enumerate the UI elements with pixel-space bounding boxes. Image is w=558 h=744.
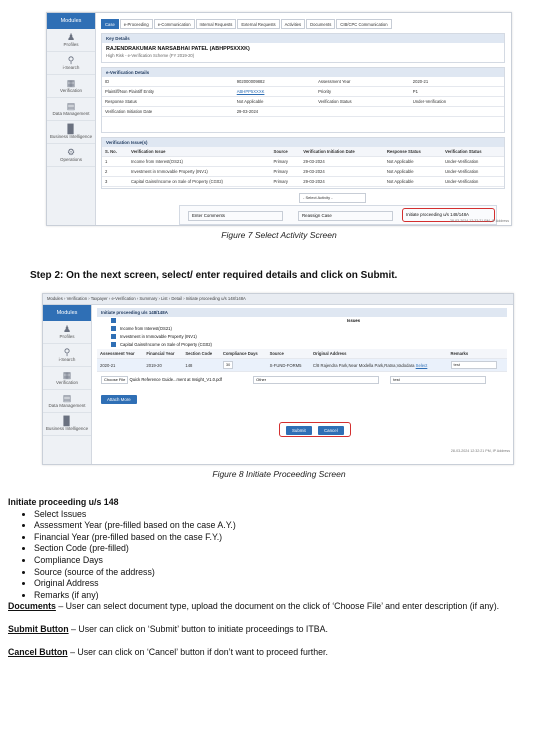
list-item: • Compliance Days <box>34 555 553 567</box>
document-type-select[interactable]: Other <box>253 376 379 384</box>
step-2-text: Step 2: On the next screen, select/ enter required details and click on Submit. <box>30 270 398 281</box>
search-icon: ⚲ <box>63 347 71 357</box>
document-description-input[interactable]: test <box>390 376 486 384</box>
issues-column-header: Issues <box>347 318 361 323</box>
list-item: • Remarks (if any) <box>34 590 553 602</box>
table-row: 2 Investment in Immovable Property (INV1) Primary 29-03-2024 Not Applicable Under-Verification <box>102 167 504 177</box>
source-value: S-FUND-FORM5 <box>267 359 310 372</box>
table-header-row: S. No. Verification Issue Source Verification Initiation Date Response Status Verification Status <box>102 147 504 157</box>
field-list <box>8 509 553 602</box>
modules-button[interactable]: Modules <box>43 305 91 321</box>
sidebar <box>47 13 96 225</box>
tab-e-communication[interactable]: e-Communication <box>154 19 195 29</box>
e-verification-details-header: e-Verification Details <box>102 68 504 77</box>
option-enter-comments[interactable]: Enter Comments <box>188 211 283 221</box>
section-heading: Initiate proceeding u/s 148 <box>8 497 119 507</box>
submit-paragraph: Submit Button – User can click on ‘Submit’ button to initiate proceedings to ITBA. <box>8 623 328 634</box>
figure-8-caption: Figure 8 Initiate Proceeding Screen <box>212 469 346 479</box>
list-item: • Original Address <box>34 578 553 590</box>
verification-issues-table <box>102 147 504 187</box>
breadcrumb-item[interactable]: List <box>161 296 168 301</box>
document-icon: ▤ <box>62 393 72 403</box>
remarks-input[interactable]: test <box>451 361 497 369</box>
sidebar-item-profiles[interactable]: ♟ Profiles <box>47 29 95 52</box>
issue-checkbox[interactable] <box>111 318 116 323</box>
initiate-proceeding-screenshot <box>42 293 514 465</box>
issue-checkbox-row: Investment in Immovable Property (INV1) <box>111 334 197 339</box>
cancel-term: Cancel Button <box>8 646 68 657</box>
assessment-year-value: 2020-21 <box>97 359 143 372</box>
sidebar-item-verification[interactable]: ▦ Verification <box>43 367 91 390</box>
sidebar-item-business-intelligence[interactable]: ▉ Business Intelligence <box>43 413 91 436</box>
cancel-paragraph: Cancel Button – User can click on ‘Cancel’ button if don’t want to proceed further. <box>8 646 328 657</box>
submit-button[interactable]: Submit <box>286 426 312 435</box>
chart-icon: ▉ <box>63 416 71 426</box>
tab-cib-communication[interactable]: CIB/CPC Communication <box>336 19 391 29</box>
select-activity-screenshot <box>46 12 512 226</box>
list-item: • Section Code (pre-filled) <box>34 543 553 555</box>
issue-checkbox-row: Capital Gains/Income on Sale of Property (CG02) <box>111 342 212 347</box>
issue-checkbox[interactable] <box>111 342 116 347</box>
modules-button[interactable]: Modules <box>47 13 95 29</box>
person-icon: ♟ <box>66 32 76 42</box>
table-row: Plaintiff/Non Plaintiff Entity ABHPP5XXXK Priority P1 <box>102 87 504 97</box>
sidebar-item-verification[interactable]: ▦ Verification <box>47 75 95 98</box>
documents-term: Documents <box>8 601 56 612</box>
table-row: Verification Initiation Date 29-03-2024 <box>102 107 504 117</box>
chart-icon: ▉ <box>67 124 75 134</box>
option-initiate-proceeding[interactable]: Initiate proceeding u/s 148/148A <box>402 208 495 222</box>
verification-issues-section <box>101 137 505 189</box>
sidebar-item-data-management[interactable]: ▤ Data Management <box>47 98 95 121</box>
taxpayer-name: RAJENDRAKUMAR NARSABHAI PATEL (ABHPP5XXXK) <box>106 46 250 52</box>
search-icon: ⚲ <box>67 55 75 65</box>
breadcrumb-item[interactable]: e-Verification <box>111 296 136 301</box>
breadcrumb-item[interactable]: Detail <box>171 296 183 301</box>
list-item: • Source (source of the address) <box>34 567 553 579</box>
table-row <box>97 359 507 372</box>
document-icon: ▤ <box>66 101 76 111</box>
table-header-row: Assessment Year Financial Year Section Code Compliance Days Source Original Address Remarks <box>97 349 507 359</box>
proceeding-details-table <box>97 349 507 372</box>
timestamp-footer: 28-03-2024 12:32:21 PM, IP Address <box>450 449 510 453</box>
attach-more-button[interactable]: Attach More <box>101 395 137 404</box>
sidebar-item-business-intelligence[interactable]: ▉ Business Intelligence <box>47 121 95 144</box>
issue-checkbox[interactable] <box>111 326 116 331</box>
e-verification-details-table <box>102 77 504 117</box>
tab-documents[interactable]: Documents <box>306 19 335 29</box>
financial-year-value: 2019-20 <box>143 359 182 372</box>
table-row: Response Status Not Applicable Verification Status Under-Verification <box>102 97 504 107</box>
pan-link[interactable]: ABHPP5XXXK <box>236 89 265 94</box>
sidebar-item-profiles[interactable]: ♟ Profiles <box>43 321 91 344</box>
timestamp-footer: 28-03-2024 12:32:21 PM, IP Address <box>449 219 509 223</box>
sidebar-item-operations[interactable]: ⚙ Operations <box>47 144 95 167</box>
issue-checkbox-row <box>111 318 120 323</box>
original-address-value: C/8 Rajendra Park,Near Modella Park,Ratna,Vadodara <box>312 362 415 368</box>
table-row: ID 902000009882 Assessment Year 2020-21 <box>102 77 504 87</box>
issues-list <box>97 317 507 349</box>
sidebar-item-isearch[interactable]: ⚲ i-Search <box>43 344 91 367</box>
issue-checkbox-row: Income from Interest(OS21) <box>111 326 172 331</box>
tab-bar <box>101 19 505 29</box>
e-verification-details-section <box>101 67 505 133</box>
submit-cancel-highlight <box>279 422 351 437</box>
list-item: • Financial Year (pre-filled based on the case F.Y.) <box>34 532 553 544</box>
sidebar-item-data-management[interactable]: ▤ Data Management <box>43 390 91 413</box>
initiate-proceeding-form <box>97 308 507 438</box>
table-row: 3 Capital Gains/Income on Sale of Property (CG02) Primary 29-03-2024 Not Applicable Under-Verification <box>102 177 504 187</box>
compliance-days-input[interactable]: 30 <box>223 361 233 369</box>
selected-file-name: Quick Reference Guide...ment at Insight_V1.0.pdf <box>129 377 222 383</box>
sidebar-item-isearch[interactable]: ⚲ i-Search <box>47 52 95 75</box>
breadcrumb: Modules › Verification › Taxpayer › e-Verification › Summary › List › Detail › Initiate proceeding u/s 148/148A <box>43 294 513 305</box>
figure-7-caption: Figure 7 Select Activity Screen <box>221 230 337 240</box>
list-item: • Select Issues <box>34 509 553 521</box>
breadcrumb-item[interactable]: Summary <box>139 296 158 301</box>
attach-more-row <box>97 384 507 410</box>
key-details-section <box>101 33 505 63</box>
tab-activities[interactable]: Activities <box>281 19 306 29</box>
tab-internal-requests[interactable]: Internal Requests <box>196 19 237 29</box>
tab-e-proceeding[interactable]: e-Proceeding <box>120 19 153 29</box>
cancel-button[interactable]: Cancel <box>318 426 344 435</box>
issue-checkbox[interactable] <box>111 334 116 339</box>
documents-paragraph: Documents – User can select document type, upload the document on the click of ‘Choose File’ and enter description (if any). <box>8 601 500 612</box>
select-activity-dropdown[interactable]: - Select Activity - <box>299 193 366 203</box>
gear-icon: ⚙ <box>66 147 76 157</box>
tab-case[interactable]: Case <box>101 19 119 29</box>
building-icon: ▦ <box>66 78 76 88</box>
list-item: • Assessment Year (pre-filled based on the case A.Y.) <box>34 520 553 532</box>
select-address-link[interactable]: Select <box>415 362 428 368</box>
tab-external-requests[interactable]: External Requests <box>237 19 279 29</box>
breadcrumb-item[interactable]: Verification <box>66 296 88 301</box>
breadcrumb-item[interactable]: Taxpayer <box>90 296 108 301</box>
option-reassign-case[interactable]: Reassign Case <box>298 211 393 221</box>
key-details-header: Key Details <box>102 34 504 43</box>
person-icon: ♟ <box>62 324 72 334</box>
sidebar <box>43 305 92 464</box>
form-header: Initiate proceeding u/s 148/148A <box>97 308 507 317</box>
section-code-value: 148 <box>182 359 219 372</box>
table-row: 1 Income from Interest(OS21) Primary 29-03-2024 Not Applicable Under-Verification <box>102 157 504 167</box>
choose-file-button[interactable]: Choose File <box>101 376 128 384</box>
breadcrumb-item[interactable]: Modules <box>47 296 63 301</box>
case-subtitle: High Risk - e-Verification Scheme (FY 2019-20) <box>106 53 195 58</box>
building-icon: ▦ <box>62 370 72 380</box>
instructions-text <box>8 497 553 658</box>
verification-issues-header: Verification Issue(s) <box>102 138 504 147</box>
document-upload-row <box>97 372 507 384</box>
submit-term: Submit Button <box>8 623 69 634</box>
breadcrumb-item[interactable]: Initiate proceeding u/s 148/148A <box>185 296 246 301</box>
